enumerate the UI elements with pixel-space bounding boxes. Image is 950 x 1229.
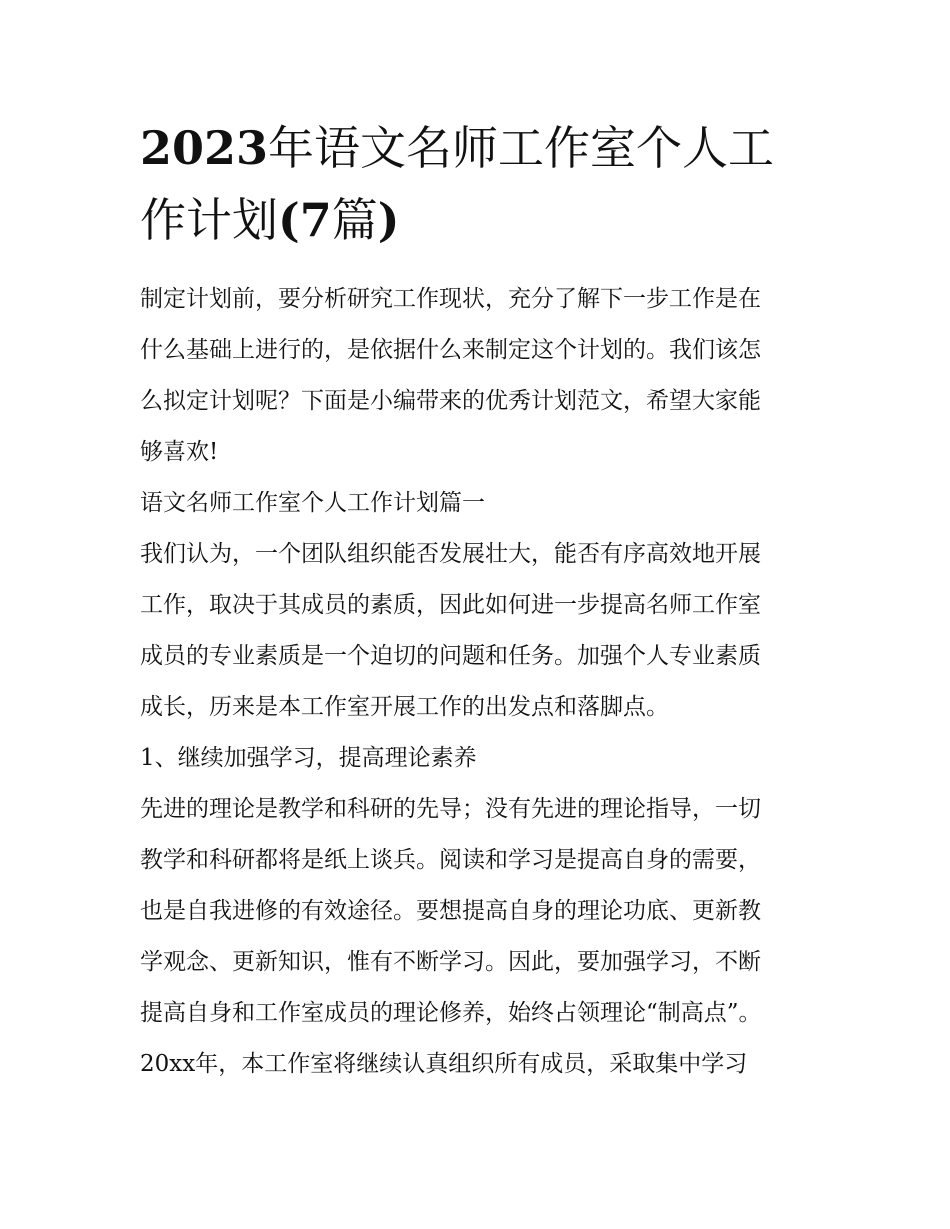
subheading xyxy=(140,733,812,784)
section-line: 工作，取决于其成员的素质，因此如何进一步提高名师工作室 xyxy=(140,592,761,618)
study-line: 也是自我进修的有效途径。要想提高自身的理论功底、更新教 xyxy=(140,898,761,924)
document-page xyxy=(140,0,812,1229)
title-line-2-text-a: 作计划 xyxy=(140,193,278,247)
intro-paragraph xyxy=(140,274,812,478)
study-line: 先进的理论是教学和科研的先导；没有先进的理论指导，一切 xyxy=(140,796,761,822)
title-line-2-text-b: 篇 xyxy=(331,193,378,247)
title-line-2 xyxy=(140,184,812,256)
title-close: ) xyxy=(377,193,400,247)
title-line-1-text: 年语文名师工作室个人工 xyxy=(268,121,775,175)
study-line: 教学和科研都将是纸上谈兵。阅读和学习是提高自身的需要， xyxy=(140,847,761,873)
title-line-1 xyxy=(140,112,812,184)
section-line: 我们认为，一个团队组织能否发展壮大，能否有序高效地开展 xyxy=(140,541,761,567)
section-line: 成长，历来是本工作室开展工作的出发点和落脚点。 xyxy=(140,694,669,720)
study-paragraph xyxy=(140,784,812,1090)
section-heading xyxy=(140,478,812,529)
intro-line: 制定计划前，要分析研究工作现状，充分了解下一步工作是在 xyxy=(140,286,761,312)
study-line: 20xx年，本工作室将继续认真组织所有成员，采取集中学习 xyxy=(140,1051,748,1077)
section-heading-text: 语文名师工作室个人工作计划篇一 xyxy=(140,490,485,516)
study-line: 提高自身和工作室成员的理论修养，始终占领理论“制高点”。 xyxy=(140,1000,762,1026)
title-count: (7 xyxy=(278,193,332,247)
section-line: 成员的专业素质是一个迫切的问题和任务。加强个人专业素质 xyxy=(140,643,761,669)
intro-line: 什么基础上进行的，是依据什么来制定这个计划的。我们该怎 xyxy=(140,337,761,363)
document-body xyxy=(140,274,812,1090)
intro-line: 么拟定计划呢？下面是小编带来的优秀计划范文，希望大家能 xyxy=(140,388,761,414)
intro-line: 够喜欢! xyxy=(140,439,219,465)
subheading-text: 1、继续加强学习，提高理论素养 xyxy=(140,745,477,771)
study-line: 学观念、更新知识，惟有不断学习。因此，要加强学习，不断 xyxy=(140,949,761,975)
section-paragraph xyxy=(140,529,812,733)
document-title xyxy=(140,112,812,256)
title-year: 2023 xyxy=(140,121,269,175)
